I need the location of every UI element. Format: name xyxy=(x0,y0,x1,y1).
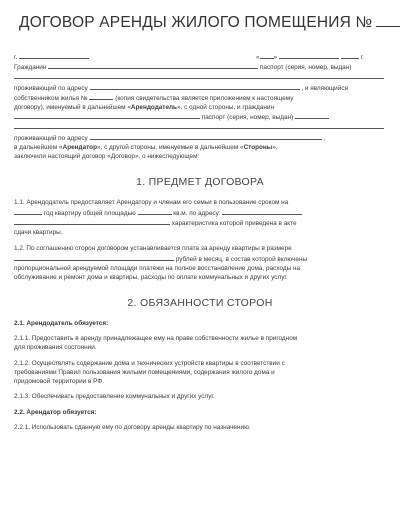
clause-1-2-line-b: рублей в месяц, в состав которой включены xyxy=(175,255,308,263)
clause-1-1-line-b: год квартиру общей площадью xyxy=(43,209,136,217)
city-label: г. xyxy=(14,54,18,61)
clause-2-2-1-text: 2.2.1. Использовать сданную ему по договору аренды квартиру по назначению. xyxy=(14,423,251,431)
second-citizen-row xyxy=(14,112,386,122)
contract-party-row xyxy=(14,103,386,112)
concluded-text: заключили настоящий договор «Договор», о нижеследующем: xyxy=(14,153,200,161)
title-text: ДОГОВОР АРЕНДЫ ЖИЛОГО ПОМЕЩЕНИЯ № xyxy=(19,14,373,31)
citizen-label: Гражданин xyxy=(14,64,47,72)
clause-1-1-line-a: 1.1. Арендодатель предоставляет Арендатору и членам его семьи в пользование сроком на xyxy=(14,199,289,207)
second-citizen-field[interactable] xyxy=(14,112,200,119)
clause-1-2 xyxy=(14,244,386,282)
address-field-2[interactable] xyxy=(90,133,322,140)
month-field[interactable] xyxy=(279,52,339,59)
second-residing-row: проживающий по адресу , xyxy=(14,134,326,142)
clause-2-2-text: 2.2. Арендатор обязуется: xyxy=(14,408,97,416)
parties-word: Стороны xyxy=(243,143,273,151)
and-being-text: , и являющийся xyxy=(301,84,348,92)
clause-2-1-2-line-b: требованиями Правил пользования жилыми помещениями, содержания жилого дома и xyxy=(14,368,275,376)
clause-1-2-line-c: пропорциональной арендуемой площади платежи на полное восстановление дома, расходы на xyxy=(14,265,301,273)
clause-2-1-3-text: 2.1.3. Обеспечивать предоставление коммунальных и других услуг. xyxy=(14,393,215,401)
term-field[interactable] xyxy=(14,208,42,215)
clause-2-1-text: 2.1. Арендодатель обязуется: xyxy=(14,319,109,327)
residing-row xyxy=(14,83,386,93)
clause-1-2-line-a: 1.2. По соглашению сторон договором устанавливается плата за аренду квартиры в размере xyxy=(14,245,292,253)
property-address-field[interactable] xyxy=(222,208,302,215)
clause-1-1-line-e: сдачи квартиры. xyxy=(14,229,63,237)
certificate-text: (копия свидетельства является приложением к настоящему xyxy=(115,94,294,102)
passport-label: паспорт (серия, номер, выдан) xyxy=(259,64,352,72)
residing-label-2: проживающий по адресу xyxy=(14,134,88,142)
contract-title xyxy=(19,14,386,32)
citizen-row xyxy=(14,62,386,72)
clause-1-2-line-d: обслуживание и ремонт дома и квартиры, расходы по оплате коммунальных и других услуг. xyxy=(14,274,288,282)
clause-2-1-2 xyxy=(14,359,386,387)
date-quote-close: » xyxy=(273,54,278,61)
city-date-row xyxy=(14,52,386,62)
passport-field-2[interactable] xyxy=(295,112,329,119)
date-quote-open: « xyxy=(256,54,260,61)
clause-2-1 xyxy=(14,319,386,328)
passport-line-row xyxy=(14,72,386,82)
owner-number-field[interactable] xyxy=(89,93,113,100)
concluded-row xyxy=(14,152,386,161)
clause-1-1 xyxy=(14,198,386,237)
rent-amount-field[interactable] xyxy=(14,254,174,261)
citizen-name-field[interactable] xyxy=(48,62,258,69)
tenant-row xyxy=(14,143,386,152)
second-passport-line-row xyxy=(14,122,386,132)
city-field[interactable] xyxy=(19,52,89,59)
property-address-field-2[interactable] xyxy=(14,218,170,225)
clause-1-1-line-c: кв.м. по адресу: xyxy=(173,209,221,217)
day-field[interactable] xyxy=(260,52,274,59)
closing-text: », xyxy=(272,143,278,151)
clause-2-1-3 xyxy=(14,392,386,401)
one-side-text: », с одной стороны, и гражданин xyxy=(176,104,274,112)
landlord-word: Арендодатель xyxy=(130,104,177,112)
area-field[interactable] xyxy=(138,208,172,215)
passport-label-2: паспорт (серия, номер, выдан) xyxy=(201,114,294,122)
owner-row xyxy=(14,93,386,103)
passport-line-2[interactable] xyxy=(14,122,384,129)
section-1-heading: 1. ПРЕДМЕТ ДОГОВОРА xyxy=(136,176,264,189)
address-field[interactable] xyxy=(90,83,300,90)
clause-1-1-line-d: характеристика которой приведена в акте xyxy=(171,219,297,227)
contract-number-blank[interactable] xyxy=(376,14,400,27)
tenant-word: Арендатор xyxy=(62,143,97,151)
clause-2-1-2-line-a: 2.1.2. Осуществлять содержание дома и технических устройств квартиры в соответствии с xyxy=(14,359,285,367)
owner-text: собственником жилья № xyxy=(14,94,88,102)
year-label: г. xyxy=(360,54,364,61)
contract-text: договору), именуемый в дальнейшем « xyxy=(14,104,131,112)
clause-2-1-1-line-b: для проживания состоянии. xyxy=(14,344,97,352)
residing-label: проживающий по адресу xyxy=(14,84,88,92)
other-side-text: », с другой стороны, именуемые в дальнейшем « xyxy=(96,143,244,151)
clause-2-2-1 xyxy=(14,423,386,432)
tenant-prefix: в дальнейшем « xyxy=(14,143,63,151)
clause-2-1-1 xyxy=(14,334,386,353)
year-field[interactable] xyxy=(341,52,359,59)
clause-2-1-1-line-a: 2.1.1. Предоставить в аренду принадлежащее ему на праве собственности жилье в пригодном xyxy=(14,334,298,342)
section-2-heading: 2. ОБЯЗАННОСТИ СТОРОН xyxy=(127,296,273,309)
passport-field[interactable] xyxy=(14,72,384,79)
clause-2-1-2-line-c: придомовой территории в РФ. xyxy=(14,378,104,386)
clause-2-2 xyxy=(14,408,386,417)
